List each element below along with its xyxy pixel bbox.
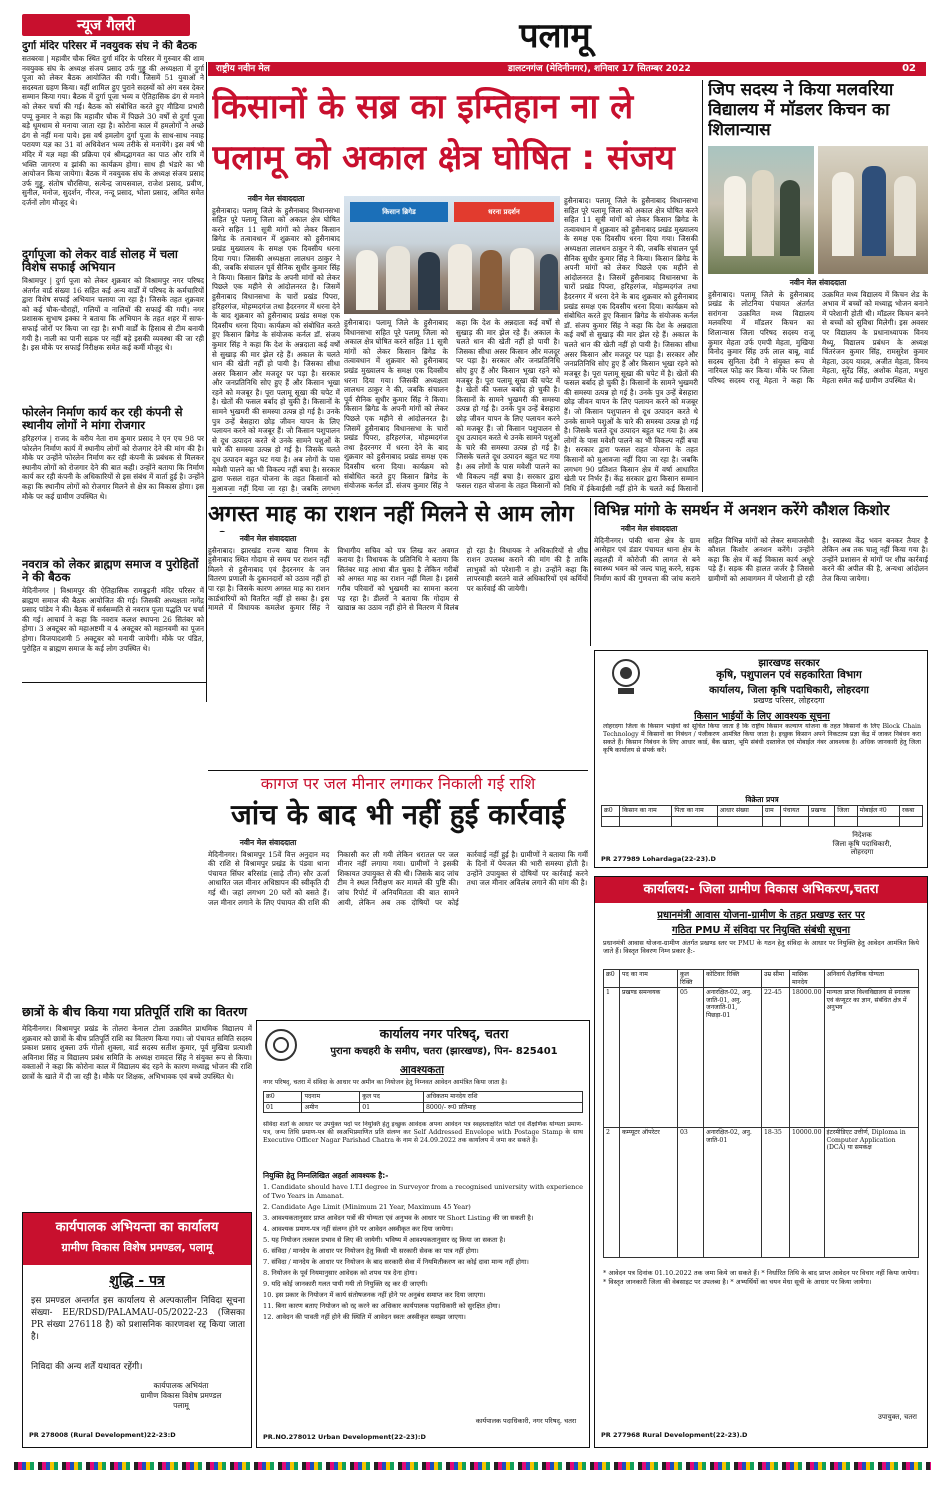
np-address: पुराना कचहरी के समीप, चतरा (झारखण्ड), पिन- 825401 [330, 1046, 558, 1057]
city-title: पलामू [519, 16, 591, 56]
lead-body-text: हुसैनाबाद। पलामू जिले के हुसैनाबाद विधानसभा सहित पूरे पलामू जिला को अकाल क्षेत्र घोषित करने सहित 11 सूत्री मांगों को लेकर किसान ब्रिगेड के तत्वावधान में शुक्रवार को हुसैनाबाद प्रखंड मुख्यालय के समक्ष एक दिवसीय धरना दिया गया। जिसकी अध्यक्षता लालधन ठाकुर ने की, जबकि संचालन पूर्व सैनिक सुधीर कुमार सिंह ने किया। किसान ब्रिगेड के अपनी मांगों को लेकर पिछले एक महीने से आंदोलनरत है। जिसमें हुसैनाबाद विधानसभा के चारों प्रखंड पिपरा, हरिहरगंज, मोहम्मदगंज तथा हैदरनगर में धरना देने के बाद शुक्रवार को हुसैनाबाद प्रखंड समक्ष एक दिवसीय धरना दिया। कार्यक्रम को संबोधित करते हुए किसान ब्रिगेड के संयोजक कर्नल डॉ. संजय कुमार सिंह ने कहा कि देश के अन्नदाता कई वर्षों से सुखाड़ की मार झेल रहे हैं। अकाल के चलते धान की खेती नहीं हो पायी है। जिसका सीधा असर किसान और मजदूर पर पड़ा है। सरकार और जनप्रतिनिधि सोए हुए हैं और किसान भूखा रहने को मजबूर है। पूरा पलामू सूखा की चपेट में है। खेतों की फसल बर्बाद हो चुकी है। किसानों के सामने भुखमरी की समस्या उत्पन्न हो गई है। उनके पुत्र उन्हें बेसहारा छोड़ जीवन यापन के लिए पलायन करने को मजबूर हैं। जो किसान पशुपालन से दूध उत्पादन करते थे उनके सामने पशुओं के चारे की समस्या उत्पन्न हो गई है। जिसके चलते दूध उत्पादन बहुत घट गया है। अब लोगों के पास मवेशी पालने का भी विकल्प नहीं बचा है। सरकार द्वारा फसल राहत योजना के तहत किसानों को मुआवजा नहीं दिया जा रहा है। जबकि लगभग [212, 205, 340, 493]
emblem-icon [601, 655, 651, 699]
gallery-item [22, 248, 204, 402]
rural-sign: उपायुक्त, चतरा [878, 1413, 917, 1421]
np-criterion: 4. आवश्यक प्रमाण-पत्र नहीं संलग्न होने पर आवेदन अस्वीकृत कर दिया जायेगा। [263, 1225, 454, 1233]
rural-td: 10000.00 [790, 1128, 825, 1258]
scholarship-headline: छात्रों के बीच किया गया प्रतिपूर्ति राशि का वितरण [22, 1004, 248, 1019]
np-td: 01 [360, 1102, 424, 1113]
lohardaga-addr: प्रखण्ड परिसर, लोहरदगा [753, 696, 825, 705]
lead-body-text-2: हुसैनाबाद। पलामू जिले के हुसैनाबाद विधानसभा सहित पूरे पलामू जिला को अकाल क्षेत्र घोषित करने सहित 11 सूत्री मांगों को लेकर किसान ब्रिगेड के तत्वावधान में शुक्रवार को हुसैनाबाद प्रखंड मुख्यालय के समक्ष एक दिवसीय धरना दिया गया। जिसकी अध्यक्षता लालधन ठाकुर ने की, जबकि संचालन पूर्व सैनिक सुधीर कुमार सिंह ने किया। किसान ब्रिगेड के अपनी मांगों को लेकर पिछले एक महीने से आंदोलनरत है। जिसमें हुसैनाबाद विधानसभा के चारों प्रखंड पिपरा, हरिहरगंज, मोहम्मदगंज तथा हैदरनगर में धरना देने के बाद शुक्रवार को हुसैनाबाद प्रखंड समक्ष एक दिवसीय धरना दिया। कार्यक्रम को संबोधित करते हुए किसान ब्रिगेड के संयोजक कर्नल डॉ. संजय कुमार सिंह ने कहा कि देश के अन्नदाता कई वर्षों से सुखाड़ की मार झेल रहे हैं। अकाल के चलते धान की खेती नहीं हो पायी है। जिसका सीधा असर किसान और मजदूर पर पड़ा है। सरकार और जनप्रतिनिधि सोए हुए हैं और किसान भूखा रहने को मजबूर है। पूरा पलामू सूखा की चपेट में है। खेतों की फसल बर्बाद हो चुकी है। किसानों के सामने भुखमरी की समस्या उत्पन्न हो गई है। उनके पुत्र उन्हें बेसहारा छोड़ जीवन यापन के लिए पलायन करने को मजबूर हैं। जो किसान पशुपालन से दूध उत्पादन करते थे उनके सामने पशुओं के चारे की समस्या उत्पन्न हो गई है। जिसके चलते दूध उत्पादन बहुत घट गया है। अब लोगों के पास मवेशी पालने का भी विकल्प नहीं बचा है। सरकार द्वारा फसल राहत योजना के तहत किसानों को [344, 318, 560, 491]
tower-byline: नवीन मेल संवाददाता [239, 838, 297, 847]
news-gallery-column [22, 40, 204, 680]
column-divider [590, 498, 591, 646]
np-office: कार्यालय नगर परिषद्, चतरा [379, 1026, 509, 1041]
rural-td: 18-35 [762, 1128, 790, 1258]
gram-vikas-sign [113, 1381, 249, 1411]
right-top-photo-1 [708, 146, 814, 274]
section-rule [22, 682, 206, 683]
right-top-headline: जिप सदस्य ने किया मलवरिया विद्यालय में मॉडलर किचन का शिलान्यास [708, 80, 894, 140]
rural-td: 2 [604, 1128, 620, 1258]
gallery-body: विश्रामपुर | दुर्गा पूजा को लेकर शुक्रवार को विश्रामपुर नगर परिषद अंतर्गत वार्ड संख्या 16 सहित कई अन्य वार्डों में परिषद के कर्मचारियों द्वारा विशेष सफाई अभियान चलाया जा रहा है। जिसके तहत शुक्रवार को कई चौक-चौराहों, गलियों व नालियों की सफाई की गयी। नगर प्रशासक सुभाष इक्का ने बताया कि अभियान के तहत शहर में साफ-सफाई जोरों पर किया जा रहा है। सभी वार्डों के हिसाब से टीम बनायी गयी है। नाली का पानी सड़क पर नहीं बहे इसकी व्यवस्था की जा रही है। इस मौके पर सफाई निरीक्षक समेत कई कर्मी मौजूद थे। [22, 276, 204, 353]
rural-agency-header [595, 877, 927, 903]
gallery-item [22, 406, 204, 554]
gallery-headline: नवरात्र को लेकर ब्राह्मण समाज व पुरोहितों ने की बैठक [22, 557, 199, 584]
form-col: क्र0 [602, 806, 620, 817]
np-criterion: 8. नियोजन के पूर्व नियमानुसार आवेदक को शपथ पत्र देना होगा। [263, 1269, 418, 1277]
lohardaga-form-title: विक्रेता प्रपत्र [745, 795, 779, 804]
lohardaga-ad [594, 650, 928, 868]
rural-td: इंटरमीडिएट उत्तीर्ण, Diploma in Computer Application (DCA) या समकक्ष [824, 1128, 918, 1258]
scholarship-body: मेदिनीनगर। विश्रामपुर प्रखंड के तोलरा केनाल टोला उत्क्रमित प्राथमिक विद्यालय में शुक्रवार को छात्रों के बीच प्रतिपूर्ति राशि का वितरण किया गया। जो पंचायत समिति सदस्य प्रकाश प्रसाद शुक्ला उर्फ गोलो शुक्ला, वार्ड सदस्य सतीश कुमार, पूर्व मुखिया प्रत्याशी अविनाश सिंह व विद्यालय प्रबंध समिति के अध्यक्ष रामदत्त सिंह ने संयुक्त रूप से किया। वक्ताओं ने कहा कि कोरोना काल में विद्यालय बंद रहने के कारण मध्याह्न भोजन की राशि छात्रों के खाते में दी जा रही है। मौके पर शिक्षक, अभिभावक एवं बच्चे उपस्थित थे। [22, 1024, 252, 1081]
lohardaga-sign-3: लोहरदगा [850, 848, 874, 856]
section-rule [208, 770, 588, 771]
np-criterion: 10. इस प्रकार के नियोजन में कार्य संतोषजनक नहीं होने पर अनुबंध समाप्त कर दिया जाएगा। [263, 1291, 486, 1299]
ration-body [208, 534, 588, 766]
right-top-photo-2 [818, 146, 928, 274]
lohardaga-office: कार्यालय, जिला कृषि पदाधिकारी, लोहरदगा [709, 685, 869, 696]
form-col: आधार संख्या [717, 806, 762, 817]
rural-sub-1: प्रधानमंत्री आवास योजना-ग्रामीण के तहत प्रखण्ड स्तर पर [657, 910, 865, 921]
np-td: 8000/- रू0 प्रतिमाह [423, 1102, 582, 1113]
np-criterion: 6. संविदा / मानदेय के आधार पर नियोजन हेतु किसी भी सरकारी सेवक का पात्र नहीं होगा। [263, 1247, 479, 1255]
dateline-bar [208, 62, 926, 76]
rural-th: कोटिवार रिक्ति [704, 970, 762, 988]
dateline: डालटनगंज (मेदिनीनगर), शनिवार 17 सितम्बर 2022 [508, 64, 691, 74]
rural-agency-ad [594, 876, 928, 1448]
np-title: आवश्यकता [400, 1064, 444, 1076]
ration-headline: अगस्त माह का राशन नहीं मिलने से आम लोग [208, 502, 574, 527]
np-criterion: 1. Candidate should have I.T.I degree in Surveyor from a recognised university with experience of Two Years in Amanat. [263, 1183, 583, 1200]
np-criterion: 5. यह नियोजन तत्काल प्रभाव से लिए की जायेगी। भविष्य में आवश्यकतानुसार रद्द किया जा सकता है। [263, 1236, 506, 1244]
rural-th: मासिक मानदेय [790, 970, 825, 988]
rural-td: अनारक्षित-02, अनु. जाति-01, अनु. जनजाति-01, पिछड़ा-01 [704, 988, 762, 1128]
lohardaga-gov: झारखण्ड सरकार [758, 658, 820, 669]
gallery-item [22, 558, 204, 680]
rural-th: पद का नाम [620, 970, 678, 988]
rural-th: क्र0 [604, 970, 620, 988]
rural-td: 05 [678, 988, 704, 1128]
lohardaga-notice: किसान भाईयों के लिए आवश्यक सूचना [694, 711, 830, 722]
kaushal-byline: नवीन मेल संवाददाता [620, 524, 678, 533]
np-td: 01 [264, 1102, 302, 1113]
gram-vikas-sign-2: ग्रामीण विकास विशेष प्रमण्डल [140, 1391, 222, 1400]
gallery-body: सतबरवा | महावीर चौक स्थित दुर्गा मंदिर के परिसर में गुरुवार की शाम नवयुवक संघ के अध्यक्ष संजय प्रसाद उर्फ गुड्डू की अध्यक्षता में दुर्गा पूजा को लेकर बैठक आयोजित की गयी। जिसमें 51 युवाओं ने सदस्यता ग्रहण किया। वहीं शामिल हुए पुराने सदस्यों को अंग वस्त्र देकर सम्मान किया गया। बैठक में दुर्गा पूजा भव्य व ऐतिहासिक ढंग से मनाने को लेकर चर्चा की गई। बैठक को संबोधित करते हुए मीडिया प्रभारी पप्पू कुमार ने कहा कि महावीर चौक में पिछले 30 वर्षों से दुर्गा पूजा बड़े धूमधाम से मनाया जाता रहा है। कोरोना काल में हमलोगों ने अच्छे ढंग से नहीं मना पाये। इस वर्ष हमलोग दुर्गा पूजा के साथ-साथ नवाह परायण यज्ञ का 31 वां अधिवेशन भव्य तरीके से मनायेंगे। इस वर्ष भी मंदिर में यज्ञ महा की प्रक्रिया एवं श्रीमद्भागवत का पाठ और रात्रि में भक्ति जागरण व झांकी का कार्यक्रम होगा। साथ ही भंडारे का भी आयोजन किया जायेगा। बैठक में नवयुवक संघ के अध्यक्ष संजय प्रसाद उर्फ गुड्डू, संतोष चौरसिया, सत्येन्द्र जायसवाल, राजेश प्रसाद, प्रवीण, सुनील, मनोज, सुदर्शन, नीरज, नन्दू प्रसाद, भोला प्रसाद, अमित समेत दर्जनों लोग मौजूद थे। [22, 54, 204, 207]
right-top-byline: नवीन मेल संवाददाता [789, 278, 847, 287]
lohardaga-sign [807, 831, 917, 857]
tower-headline: जांच के बाद भी नहीं हुई कार्रवाई [231, 798, 565, 831]
rural-td: 18000.00 [790, 988, 825, 1128]
rural-agency-title: कार्यालय:- जिला ग्रामीण विकास अभिकरण,चतरा [643, 882, 879, 897]
nagar-parishad-ad [256, 1020, 590, 1448]
gram-vikas-body-1: इस प्रमण्डल अन्तर्गत इस कार्यालय से अल्पकालीन निविदा सूचना संख्या- EE/RDSD/PALAMAU-05/2022-23 (जिसका PR संख्या 276118 है) को प्रशासनिक कारणवश रद्द किया जाता है। [31, 1296, 245, 1342]
np-td: अमीन [302, 1102, 360, 1113]
brand-name: राष्ट्रीय नवीन मेल [216, 64, 270, 74]
np-criterion: 11. बिना कारण बताए नियोजन को रद्द करने का अधिकार कार्यपालक पदाधिकारी को सुरक्षित होगा। [263, 1302, 501, 1310]
gram-vikas-header [23, 1213, 251, 1265]
column-divider [702, 80, 703, 492]
np-criterion: 9. यदि कोई जानकारी गलत पायी गयी तो नियुक्ति रद्द कर दी जाएगी। [263, 1280, 428, 1288]
gram-vikas-ad [22, 1212, 252, 1448]
rural-td: कम्प्यूटर ऑपरेटर [620, 1128, 678, 1258]
np-pr: PR.NO.278012 Urban Development(22-23):D [263, 1433, 426, 1441]
news-gallery-title-text: न्यूज गैलरी [76, 16, 136, 34]
gallery-body: हरिहरगंज | राजद के वरीय नेता राम कुमार प्रसाद ने एन एच 98 पर फोरलेन निर्माण कार्य में स्थानीय लोगों को रोजगार देने की मांग की है। मौके पर उन्होंने फोरलेन निर्माण कर रही कंपनी के प्रबंधक से मिलकर स्थानीय लोगों को रोजगार देने की बात कही। उन्होंने बताया कि निर्माण कार्य कर रही कंपनी के अधिकारियों से इस संबंध में वार्ता हुई है। उन्होंने कहा कि स्थानीय लोगों को रोजगार मिलने से क्षेत्र का विकास होगा। इस मौके पर कई ग्रामीण उपस्थित थे। [22, 434, 204, 501]
rural-intro: प्रधानमंत्री आवास योजना-ग्रामीण अंतर्गत प्रखण्ड स्तर पर PMU के गठन हेतु संविदा के आधार पर नियुक्ति हेतु आवेदन आमंत्रित किये जाते हैं। विस्तृत विवरण निम्न प्रकार है:- [603, 939, 919, 956]
np-criteria-title: नियुक्ति हेतु निम्नलिखित अहर्ता आवश्यक है:- [263, 1171, 389, 1180]
tower-body [208, 838, 588, 1016]
lead-photo [344, 196, 560, 314]
gallery-headline: दुर्गापूजा को लेकर वार्ड सोलह में चला विशेष सफाई अभियान [22, 247, 178, 274]
lead-headline-1: किसानों के सब्र का इम्तिहान ना ले [212, 87, 634, 127]
form-col: जिला [835, 806, 857, 817]
kaushal-body [594, 524, 928, 646]
gallery-item [22, 40, 204, 244]
rural-table [603, 969, 919, 1258]
gram-vikas-sign-1: कार्यपालक अभियंता [153, 1381, 209, 1390]
news-gallery-title [22, 14, 190, 36]
gallery-headline: फोरलेन निर्माण कार्य कर रही कंपनी से स्थानीय लोगों ने मांगा रोजगार [22, 405, 183, 432]
section-rule [208, 496, 928, 497]
form-col: पंचायत [781, 806, 809, 817]
np-criterion: 12. आवेदन की पावती नहीं होने की स्थिति में आवेदन स्वतः अस्वीकृत समझा जाएगा। [263, 1313, 466, 1321]
rural-td: 03 [678, 1128, 704, 1258]
column-divider [206, 62, 207, 702]
lead-body-col1 [212, 194, 340, 494]
lohardaga-dept: कृषि, पशुपालन एवं सहकारिता विभाग [716, 669, 862, 681]
gram-vikas-sign-3: पलामू [173, 1401, 189, 1410]
form-col: मोबाईल नं0 [857, 806, 899, 817]
form-col: किसान का नाम [620, 806, 672, 817]
rural-td: 1 [604, 988, 620, 1128]
np-criterion: 3. आवश्यकतानुसार प्राप्त आवेदन पत्रों की योग्यता एवं अनुभव के आधार पर Short Listing की जा सकती है। [263, 1214, 534, 1222]
kaushal-text: मेदिनीनगर। पांकी थाना क्षेत्र के ग्राम आसेहार एवं डंडार पंचायत थाना क्षेत्र के लहलही में कोरोजी की लागत से बने स्वास्थ्य भवन को जल्द चालू करने, सड़क निर्माण कार्य की गुणवत्ता की जांच कराने सहित विभिन्न मांगों को लेकर समाजसेवी कौशल किशोर अनशन करेंगे। उन्होंने कहा कि क्षेत्र में कई विकास कार्य अधूरे पड़े हैं। सड़क की हालत जर्जर है जिससे ग्रामीणों को आवागमन में परेशानी हो रही है। स्वास्थ्य केंद्र भवन बनकर तैयार है लेकिन अब तक चालू नहीं किया गया है। उन्होंने प्रशासन से मांगों पर शीघ्र कार्रवाई करने की अपील की है, अन्यथा आंदोलन तेज किया जायेगा। [594, 535, 928, 583]
gallery-headline: दुर्गा मंदिर परिसर में नवयुवक संघ ने की बैठक [22, 40, 197, 52]
np-th: कुल पद [360, 1092, 424, 1103]
lohardaga-sign-1: निदेशक [852, 831, 872, 839]
form-col: प्रखण्ड [809, 806, 835, 817]
rural-sub-2: गठित PMU में संविदा पर नियुक्ति संबंधी सूचना [671, 925, 851, 936]
rural-td: 22-45 [762, 988, 790, 1128]
form-col: ग्राम [762, 806, 780, 817]
lead-body-col2 [344, 318, 560, 492]
form-col: रकबा [899, 806, 922, 817]
gram-vikas-office-1: कार्यपालक अभियन्ता का कार्यालय [55, 1220, 219, 1235]
lohardaga-pr: PR 277989 Lohardaga(22-23).D [601, 855, 716, 863]
gram-vikas-body-2: निविदा की अन्य शर्तें यथावत रहेंगी। [31, 1362, 143, 1372]
gram-vikas-title: शुद्धि - पत्र [109, 1273, 165, 1289]
np-th: पदनाम [302, 1092, 360, 1103]
lead-body-text-3: हुसैनाबाद। पलामू जिले के हुसैनाबाद विधानसभा सहित पूरे पलामू जिला को अकाल क्षेत्र घोषित करने सहित 11 सूत्री मांगों को लेकर किसान ब्रिगेड के तत्वावधान में शुक्रवार को हुसैनाबाद प्रखंड मुख्यालय के समक्ष एक दिवसीय धरना दिया गया। जिसकी अध्यक्षता लालधन ठाकुर ने की, जबकि संचालन पूर्व सैनिक सुधीर कुमार सिंह ने किया। किसान ब्रिगेड के अपनी मांगों को लेकर पिछले एक महीने से आंदोलनरत है। जिसमें हुसैनाबाद विधानसभा के चारों प्रखंड पिपरा, हरिहरगंज, मोहम्मदगंज तथा हैदरनगर में धरना देने के बाद शुक्रवार को हुसैनाबाद प्रखंड समक्ष एक दिवसीय धरना दिया। कार्यक्रम को संबोधित करते हुए किसान ब्रिगेड के संयोजक कर्नल डॉ. संजय कुमार सिंह ने कहा कि देश के अन्नदाता कई वर्षों से सुखाड़ की मार झेल रहे हैं। अकाल के चलते धान की खेती नहीं हो पायी है। जिसका सीधा असर किसान और मजदूर पर पड़ा है। सरकार और जनप्रतिनिधि सोए हुए हैं और किसान भूखा रहने को मजबूर है। पूरा पलामू सूखा की चपेट में है। खेतों की फसल बर्बाद हो चुकी है। किसानों के सामने भुखमरी की समस्या उत्पन्न हो गई है। उनके पुत्र उन्हें बेसहारा छोड़ जीवन यापन के लिए पलायन करने को मजबूर हैं। जो किसान पशुपालन से दूध उत्पादन करते थे उनके सामने पशुओं के चारे की समस्या उत्पन्न हो गई है। जिसके चलते दूध उत्पादन बहुत घट गया है। अब लोगों के पास मवेशी पालने का भी विकल्प नहीं बचा है। सरकार द्वारा फसल राहत योजना के तहत किसानों को मुआवजा नहीं दिया जा रहा है। जबकि लगभग 90 प्रतिशत किसान क्षेत्र में वर्षा आधारित खेती पर निर्भर हैं। केंद्र सरकार द्वारा किसान सम्मान निधि में ईकेवाईसी नहीं होने के चलते कई किसानों [564, 196, 698, 492]
form-col: पिता का नाम [672, 806, 717, 817]
ration-text: हुसैनाबाद। झारखंड राज्य खाद्य निगम के हुसैनाबाद स्थित गोदाम से समय पर राशन नहीं मिलने से हुसैनाबाद एवं हैदरनगर के जन वितरण प्रणाली के दुकानदारों को उठाव नहीं हो पा रहा है। जिसके कारण अगस्त माह का राशन कार्डधारियों को वितरित नहीं हो सका है। इस मामले में विधायक कमलेश कुमार सिंह ने विभागीय सचिव को पत्र लिख कर अवगत कराया है। विधायक के प्रतिनिधि ने बताया कि सितंबर माह आधा बीत चुका है लेकिन गरीबों को अगस्त माह का राशन नहीं मिला है। इससे गरीब परिवारों को भुखमरी का सामना करना पड़ रहा है। डीलरों ने बताया कि गोदाम से खाद्यान्न का उठाव नहीं होने से वितरण में विलंब हो रहा है। विधायक ने अधिकारियों से शीघ्र राशन उपलब्ध कराने की मांग की है ताकि लाभुकों को परेशानी न हो। उन्होंने कहा कि लापरवाही बरतने वाले अधिकारियों एवं कर्मियों पर कार्रवाई की जायेगी। [208, 545, 588, 613]
lead-headline-2: पलामू को अकाल क्षेत्र घोषित : संजय [212, 138, 675, 178]
rural-th: अनिवार्य शैक्षणिक योग्यता [824, 970, 918, 988]
np-criteria [263, 1183, 583, 1415]
rural-th: उम्र सीमा [762, 970, 790, 988]
emblem-icon [263, 1027, 299, 1063]
gram-vikas-office-2: ग्रामीण विकास विशेष प्रमण्डल, पलामू [61, 1241, 213, 1254]
lohardaga-body: लोहरदगा जिला के किसान भाईयों को सूचित किया जाता है कि राष्ट्रीय किसान कल्याण योजना के तहत किसानों के लिए Block Chain Technology में किसानों का निबंधन / पंजीकरण आमंत्रित किया जाता है। इच्छुक किसान अपने निकटतम प्रज्ञा केंद्र में जाकर निबंधन करा सकते हैं। किसान निबंधन के लिए आधार कार्ड, बैंक खाता, भूमि संबंधी दस्तावेज एवं मोबाईल नंबर आवश्यक है। अधिक जानकारी हेतु जिला कृषि कार्यालय से संपर्क करें। [603, 723, 921, 754]
np-sign: कार्यपालक पदाधिकारी, नगर परिषद्, चतरा [475, 1417, 577, 1425]
tower-text: मेदिनीनगर। विश्रामपुर 15वें वित्त अनुदान मद की राशि से विश्रामपुर प्रखंड के पंडवा थाना पंचायत सिंघर बरिसांड (साढ़े तीन) सौर ऊर्जा आधारित जल मीनार अधिष्ठापन की स्वीकृति दी गई थी। जहां लगभग 20 घरों को बसते हैं। जल मीनार लगाने के लिए पंचायत की राशि की निकासी कर ली गयी लेकिन धरातल पर जल मीनार नहीं लगाया गया। ग्रामीणों ने इसकी शिकायत उपायुक्त से की थी। जिसके बाद जांच टीम ने स्थल निरीक्षण कर मामले की पुष्टि की। जांच रिपोर्ट में अनियमितता की बात सामने आयी, लेकिन अब तक दोषियों पर कोई कार्रवाई नहीं हुई है। ग्रामीणों ने बताया कि गर्मी के दिनों में पेयजल की भारी समस्या होती है। उन्होंने उपायुक्त से दोषियों पर कार्रवाई करने तथा जल मीनार अविलंब लगाने की मांग की है। [208, 849, 588, 907]
photo-banner-left: किसान ब्रिगेड [350, 202, 448, 222]
np-para: संविदा शर्तों के आधार पर उपर्युक्त पदों पर नियुक्ति हेतु इच्छुक आवेदक अपना आवेदन पत्र स्वहस्ताक्षरित फोटो एवं शैक्षणिक योग्यता प्रमाण-पत्र, जन्म तिथि प्रमाण-पत्र की स्वअभिप्रमाणित प्रति संलग्न कर Self Addressed Envelope with Postage Stamp के साथ Executive Officer Nagar Parishad Chatra के नाम से 24.09.2022 तक कार्यालय में जमा कर सकते हैं। [263, 1121, 583, 1144]
np-th: क्र0 [264, 1092, 302, 1103]
rural-th: कुल रिक्ति [678, 970, 704, 988]
kaushal-headline: विभिन्न मांगो के समर्थन में अनशन करेंगे कौशल किशोर [594, 501, 890, 519]
lohardaga-sign-2: जिला कृषि पदाधिकारी, [832, 839, 892, 848]
np-th: अधिकतम मानदेय राशि [423, 1092, 582, 1103]
photo-banner-right: धरना प्रदर्शन [454, 202, 554, 222]
rural-td: मान्यता प्राप्त विश्वविद्यालय से स्नातक एवं कंप्यूटर का ज्ञान, संबंधित क्षेत्र में अनुभव [824, 988, 918, 1128]
crowd-figures [344, 240, 560, 314]
np-table [263, 1091, 583, 1113]
rural-pr: PR 277968 Rural Development(22-23).D [601, 1431, 748, 1439]
lead-body-col3 [564, 196, 698, 492]
lohardaga-form-table [601, 805, 923, 827]
rural-td: प्रखण्ड समन्वयक [620, 988, 678, 1128]
np-criterion: 2. Candidate Age Limit (Minimum 21 Year, Maximum 45 Year) [263, 1203, 471, 1211]
ration-byline: नवीन मेल संवाददाता [239, 534, 297, 543]
rural-notes: * आवेदन पत्र दिनांक 01.10.2022 तक जमा किये जा सकते हैं। * निर्धारित तिथि के बाद प्राप्त आवेदन पर विचार नहीं किया जायेगा। * विस्तृत जानकारी जिला की वेबसाइट पर उपलब्ध है। * अभ्यर्थियों का चयन मेधा सूची के आधार पर किया जायेगा। [603, 1269, 919, 1286]
gram-vikas-pr: PR 278008 (Rural Development)22-23:D [29, 1431, 176, 1439]
np-criterion: 7. संविदा / मानदेय के आधार पर नियोजन के बाद सरकारी सेवा में नियमितीकरण का कोई दावा मान्य नहीं होगा। [263, 1258, 529, 1266]
np-intro: नगर परिषद्, चतरा में संविदा के आधार पर अमीन का नियोजन हेतु निम्नवत आवेदन आमंत्रित किया जाता है। [263, 1079, 508, 1086]
right-top-text: हुसैनाबाद। पलामू जिले के हुसैनाबाद प्रखंड के लोटनिया पंचायत अंतर्गत सरांगना उत्क्रमित मध्य विद्यालय मलवरिया में मॉडलर किचन का शिलान्यास जिला परिषद सदस्य राजू कुमार मेहता उर्फ एमपी मेहता, मुखिया विनोद कुमार सिंह उर्फ लाल बाबू, वार्ड सदस्य सुनिता देवी ने संयुक्त रूप से नारियल फोड़ कर किया। मौके पर जिला परिषद सदस्य राजू मेहता ने कहा कि उत्क्रमित मध्य विद्यालय में किचन शेड के अभाव में बच्चों को मध्याह्न भोजन बनाने में परेशानी होती थी। मॉडलर किचन बनने से बच्चों को सुविधा मिलेगी। इस अवसर पर विद्यालय के प्रधानाध्यापक विनय मैथ्यू, विद्यालय प्रबंधन के अध्यक्ष चिंतरंजन कुमार सिंह, रामसुरेश कुमार मेहता, उदय यादव, अजीत मेहता, विनय मेहता, सुरेंद्र सिंह, अशोक मेहता, मथुरा मेहता समेत कई ग्रामीण उपस्थित थे। [708, 289, 928, 385]
gallery-body: मेदिनीनगर | विश्रामपुर की ऐतिहासिक रामबुढ़नी मंदिर परिसर में ब्राह्मण समाज की बैठक आयोजित की गई। जिसकी अध्यक्षता नागेंद्र प्रसाद पांडेय ने की। बैठक में सर्वसम्मति से नवरात्र पूजा पद्धति पर चर्चा की गई। आचार्य ने कहा कि नवरात्र कलश स्थापना 26 सितंबर को होगा। 3 अक्टूबर को महाअष्टमी व 4 अक्टूबर को महानवमी का पूजन होगा। विजयादशमी 5 अक्टूबर को मनायी जायेगी। मौके पर पंडित, पुरोहित व ब्राह्मण समाज के कई लोग उपस्थित थे। [22, 586, 204, 653]
tower-kicker: कागज पर जल मीनार लगाकर निकाली गई राशि [260, 774, 536, 793]
page-number: 02 [902, 63, 916, 74]
right-top-body [708, 278, 928, 490]
lead-byline: नवीन मेल संवाददाता [247, 194, 305, 203]
color-registration-strip [14, 1462, 931, 1470]
rural-td: अनारक्षित-02, अनु. जाति-01 [704, 1128, 762, 1258]
